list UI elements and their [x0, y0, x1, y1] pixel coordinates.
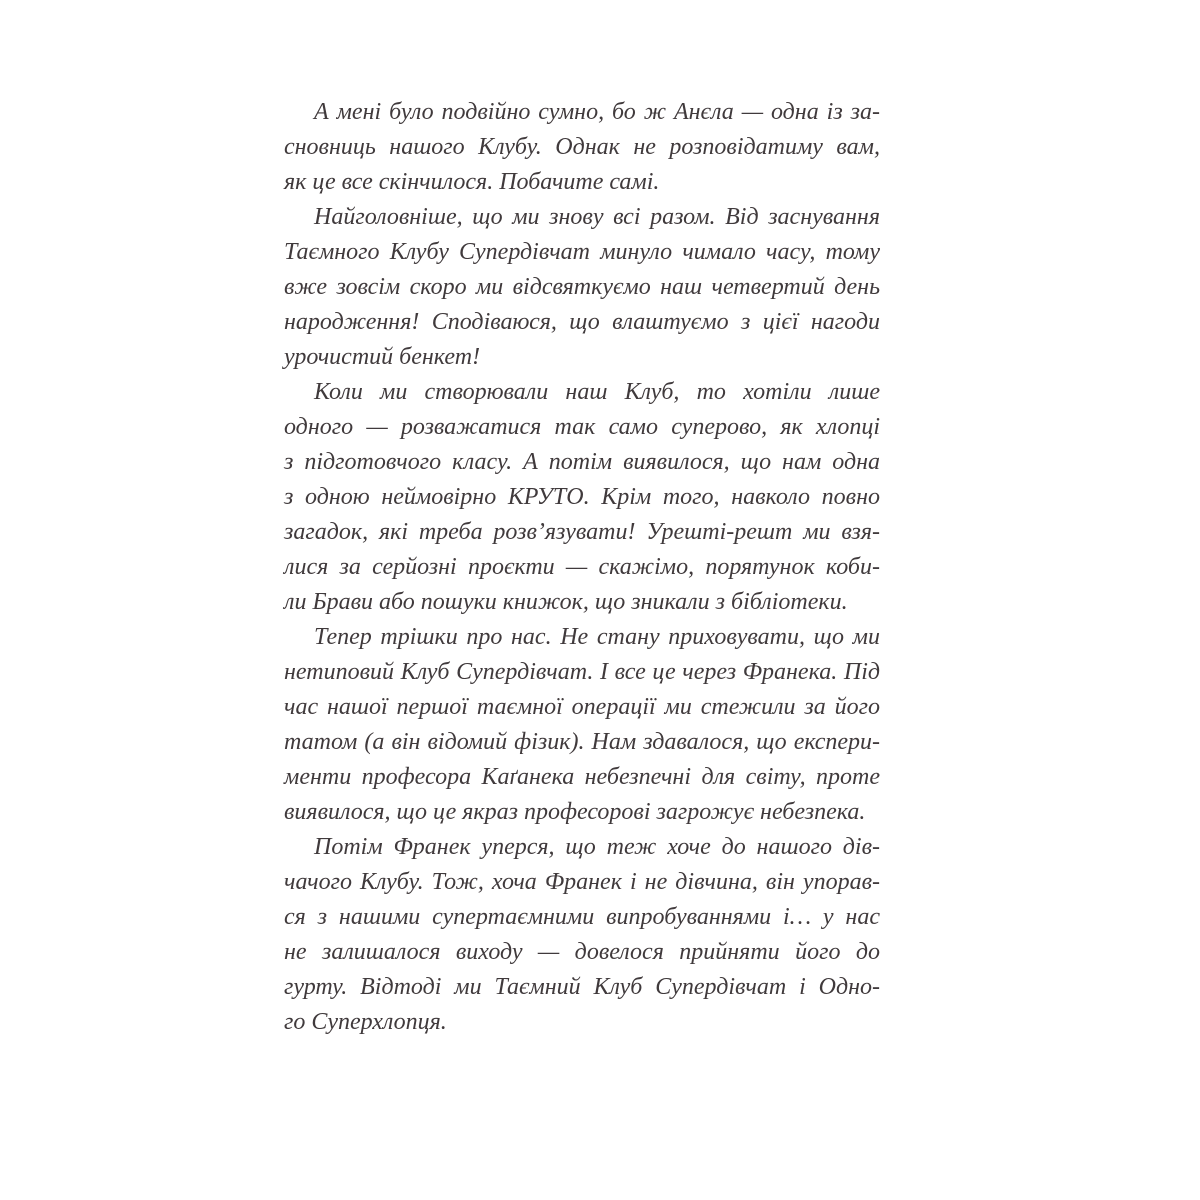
paragraph — [284, 95, 880, 200]
text-line: Коли ми створювали наш Клуб, то хотіли лише — [314, 379, 880, 405]
text-line: загадок, які треба розв’язувати! Урешті-решт ми взя- — [284, 519, 880, 545]
text-line: чачого Клубу. Тож, хоча Франек і не дівчина, він упорав- — [284, 869, 880, 895]
text-line: Тепер трішки про нас. Не стану приховувати, що ми — [314, 624, 880, 650]
paragraph — [284, 200, 880, 375]
text-line: час нашої першої таємної операції ми стежили за його — [284, 694, 880, 720]
paragraph — [284, 375, 880, 620]
text-line: виявилося, що це якраз професорові загрожує небезпека. — [284, 799, 866, 825]
text-line: лися за серйозні проєкти — скажімо, порятунок коби- — [284, 554, 880, 580]
text-line: з одною неймовірно КРУТО. Крім того, навколо повно — [284, 484, 880, 510]
text-line: Таємного Клубу Супердівчат минуло чимало часу, тому — [284, 239, 880, 265]
text-line: урочистий бенкет! — [284, 344, 481, 370]
text-line: го Суперхлопця. — [284, 1009, 447, 1035]
text-line: нетиповий Клуб Супердівчат. І все це через Франека. Під — [284, 659, 880, 685]
text-line: народження! Сподіваюся, що влаштуємо з цієї нагоди — [284, 309, 880, 335]
text-line: сновниць нашого Клубу. Однак не розповідатиму вам, — [284, 134, 880, 160]
text-line: ли Брави або пошуки книжок, що зникали з бібліотеки. — [284, 589, 848, 615]
text-line: ся з нашими супертаємними випробуваннями і… у нас — [284, 904, 880, 930]
page-text — [284, 95, 880, 1040]
paragraph — [284, 620, 880, 830]
text-line: менти професора Каґанека небезпечні для світу, проте — [284, 764, 880, 790]
text-line: Потім Франек уперся, що теж хоче до нашого дів- — [314, 834, 880, 860]
text-line: вже зовсім скоро ми відсвяткуємо наш четвертий день — [284, 274, 880, 300]
paragraph — [284, 830, 880, 1040]
text-line: татом (а він відомий фізик). Нам здавалося, що експери- — [284, 729, 880, 755]
text-line: А мені було подвійно сумно, бо ж Анєла — одна із за- — [314, 99, 880, 125]
text-line: з підготовчого класу. А потім виявилося, що нам одна — [284, 449, 880, 475]
text-line: одного — розважатися так само суперово, як хлопці — [284, 414, 880, 440]
text-line: як це все скінчилося. Побачите самі. — [284, 169, 660, 195]
text-line: гурту. Відтоді ми Таємний Клуб Супердівчат і Одно- — [284, 974, 880, 1000]
text-line: не залишалося виходу — довелося прийняти його до — [284, 939, 880, 965]
text-line: Найголовніше, що ми знову всі разом. Від заснування — [314, 204, 880, 230]
